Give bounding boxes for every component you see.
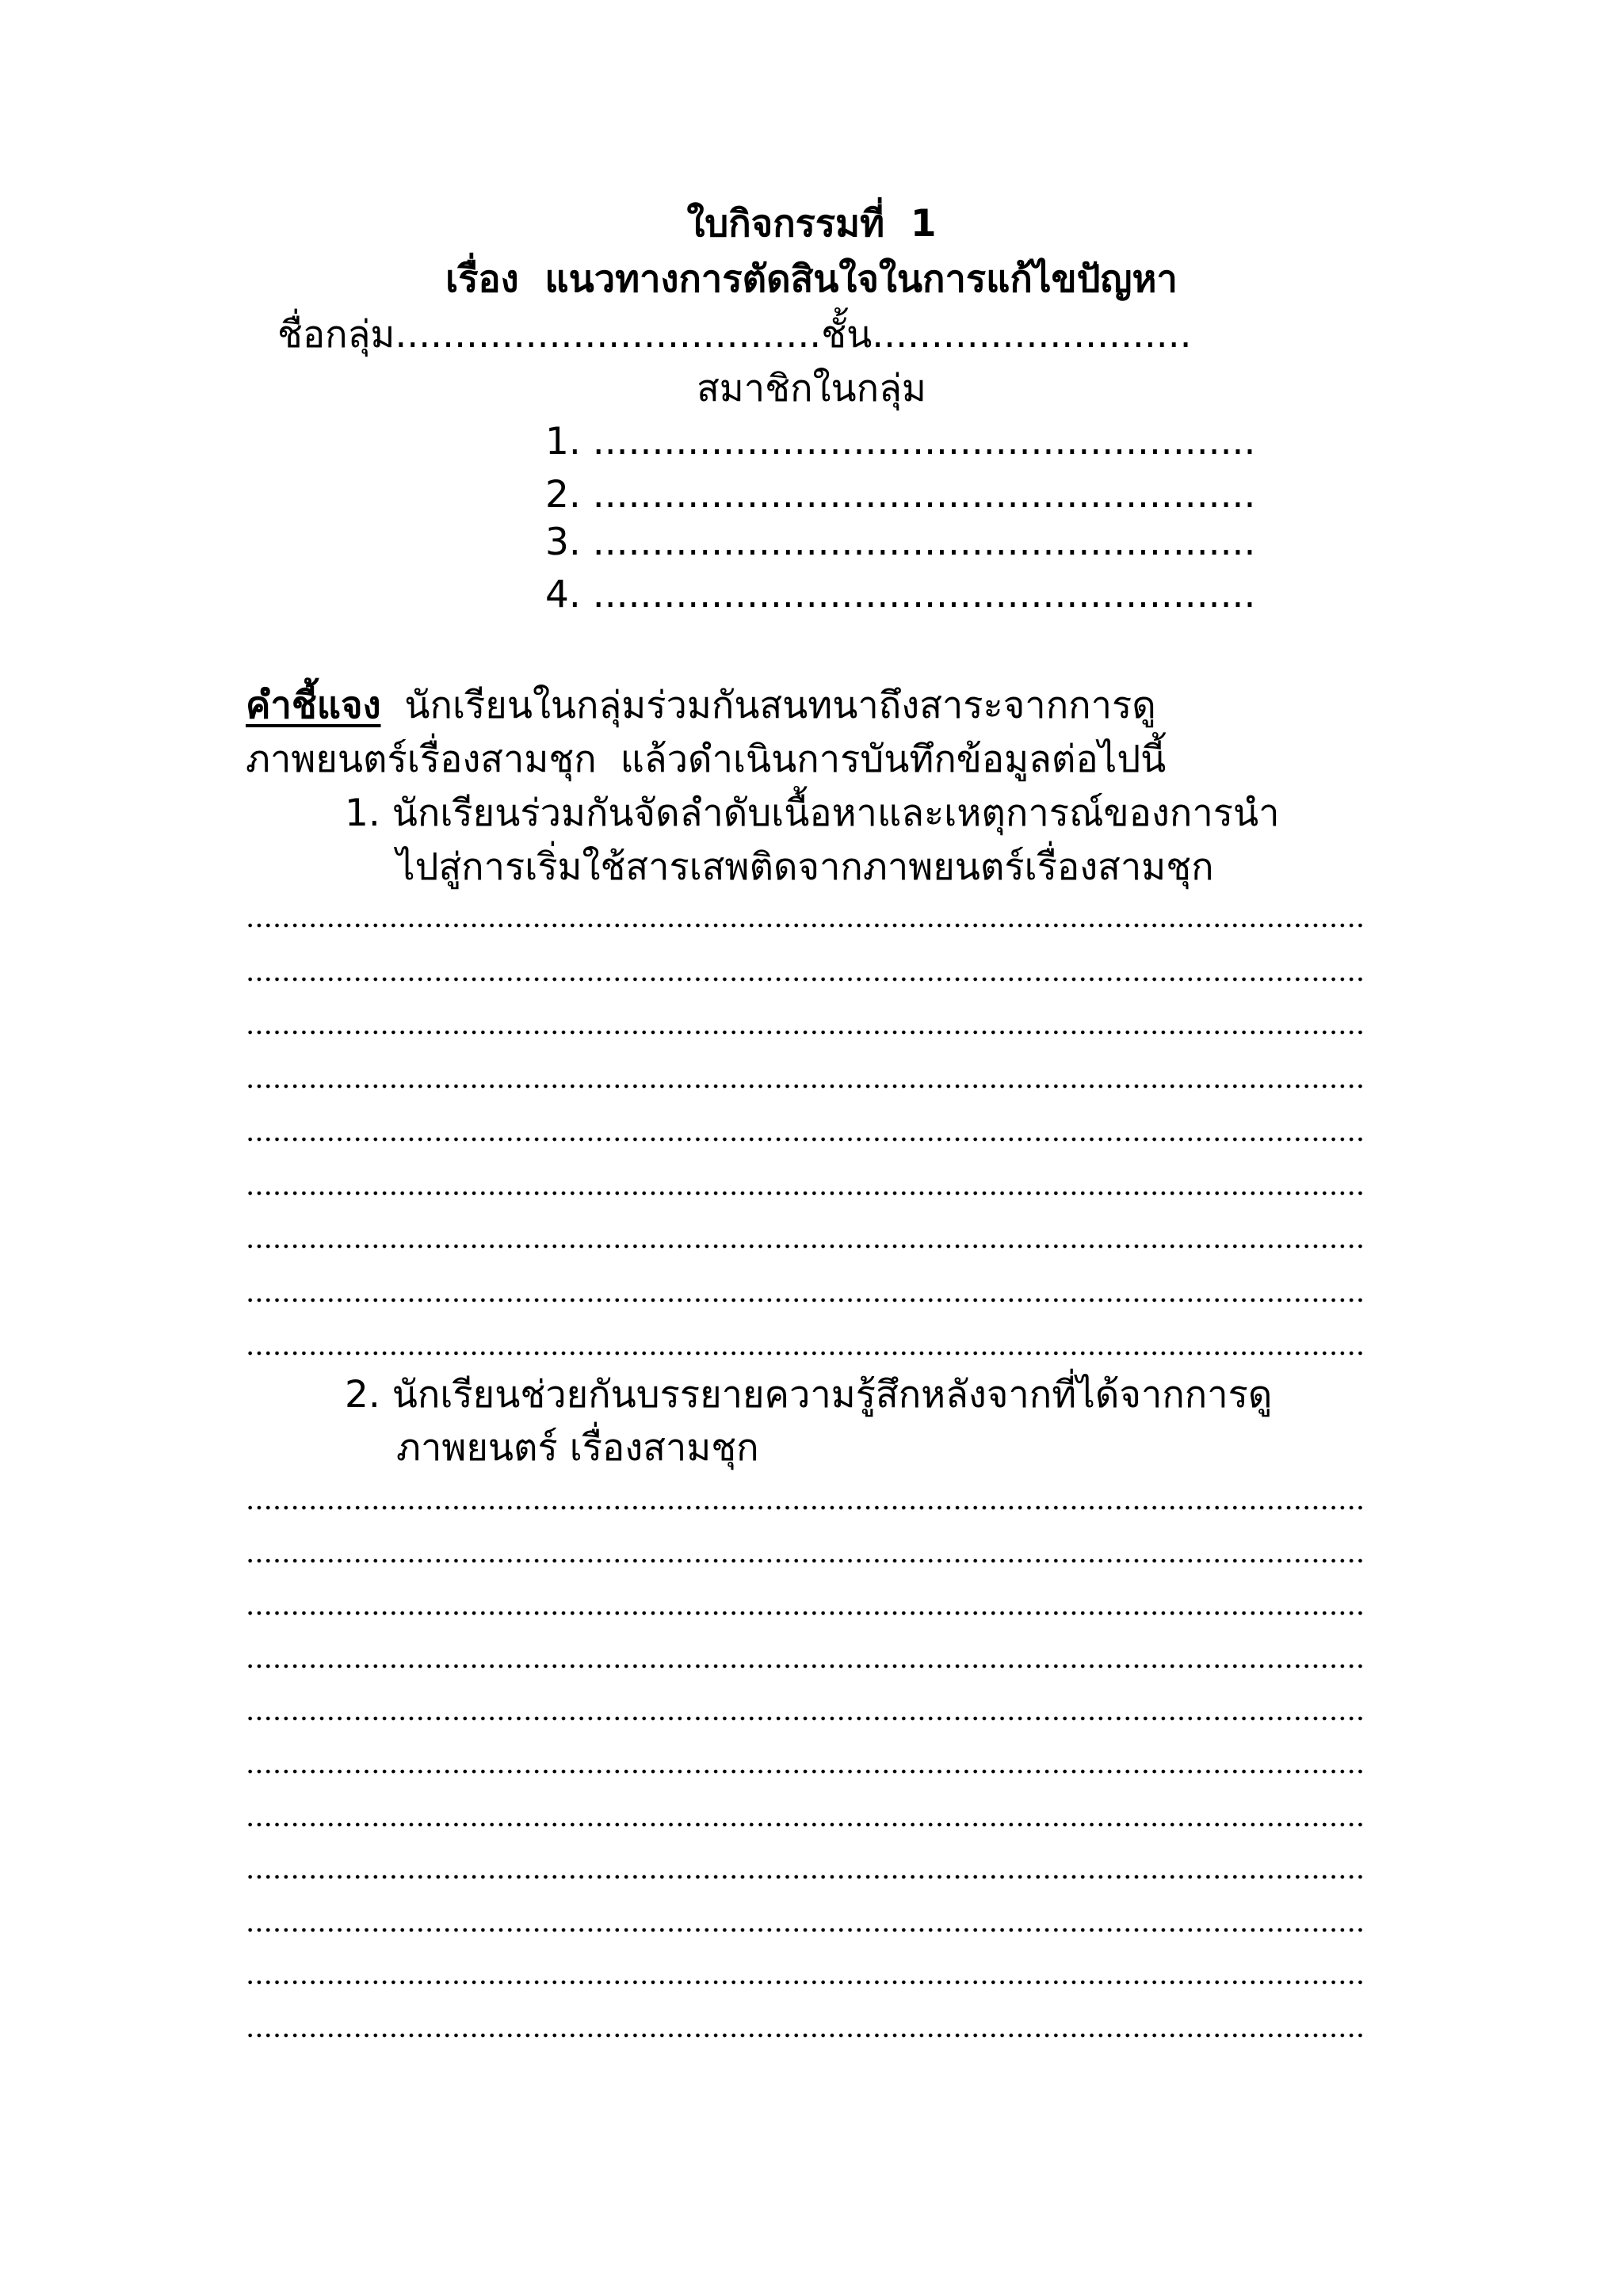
answer-dotted-line bbox=[246, 1082, 1363, 1090]
answer-dotted-line bbox=[246, 1296, 1363, 1304]
answer-dotted-line bbox=[246, 1242, 1363, 1250]
answer-dotted-line bbox=[246, 1135, 1363, 1143]
instruction-line-1 bbox=[246, 681, 1156, 730]
answer-dotted-line bbox=[246, 1978, 1363, 1986]
answer-dotted-line bbox=[246, 1028, 1363, 1036]
worksheet-title: ใบกิจกรรมที่ 1 bbox=[686, 202, 937, 246]
members-heading: สมาชิกในกลุ่ม bbox=[697, 367, 926, 410]
member-line-4: 4. ........................................................ bbox=[545, 573, 1256, 616]
instruction-label: คำชี้แจง bbox=[246, 684, 381, 727]
answer-dotted-line bbox=[246, 1662, 1363, 1670]
member-line-1: 1. ........................................................ bbox=[545, 420, 1256, 463]
answer-dotted-line bbox=[246, 1926, 1363, 1934]
answer-dotted-line bbox=[246, 1504, 1363, 1512]
question-2-line-1: 2. นักเรียนช่วยกันบรรยายความรู้สึกหลังจากที่ได้จากการดู bbox=[345, 1373, 1273, 1417]
answer-dotted-line bbox=[246, 2031, 1363, 2039]
answer-dotted-line bbox=[246, 1349, 1363, 1357]
answer-dotted-line bbox=[246, 921, 1363, 929]
answer-dotted-line bbox=[246, 1557, 1363, 1565]
group-name-line: ชื่อกลุ่ม....................................ชั้น........................... bbox=[277, 313, 1192, 357]
question-1-line-2: ไปสู่การเริ่มใช้สารเสพติดจากภาพยนตร์เรื่องสามชุก bbox=[396, 845, 1214, 889]
answer-dotted-line bbox=[246, 1189, 1363, 1197]
answer-dotted-line bbox=[246, 1714, 1363, 1722]
question-1-line-1: 1. นักเรียนร่วมกันจัดลำดับเนื้อหาและเหตุการณ์ของการนำ bbox=[345, 791, 1280, 835]
instruction-text-1: นักเรียนในกลุ่มร่วมกันสนทนาถึงสาระจากการดู bbox=[380, 684, 1156, 727]
instruction-text-2: ภาพยนตร์เรื่องสามชุก แล้วดำเนินการบันทึกข้อมูลต่อไปนี้ bbox=[246, 738, 1167, 781]
question-2-line-2: ภาพยนตร์ เรื่องสามชุก bbox=[396, 1426, 759, 1470]
answer-dotted-line bbox=[246, 1768, 1363, 1775]
answer-dotted-line bbox=[246, 1821, 1363, 1829]
member-line-2: 2. ........................................................ bbox=[545, 473, 1256, 517]
worksheet-subject: เรื่อง แนวทางการตัดสินใจในการแก้ไขปัญหา bbox=[445, 257, 1178, 301]
answer-dotted-line bbox=[246, 975, 1363, 983]
answer-dotted-line bbox=[246, 1609, 1363, 1617]
member-line-3: 3. ........................................................ bbox=[545, 521, 1256, 564]
answer-dotted-line bbox=[246, 1873, 1363, 1881]
